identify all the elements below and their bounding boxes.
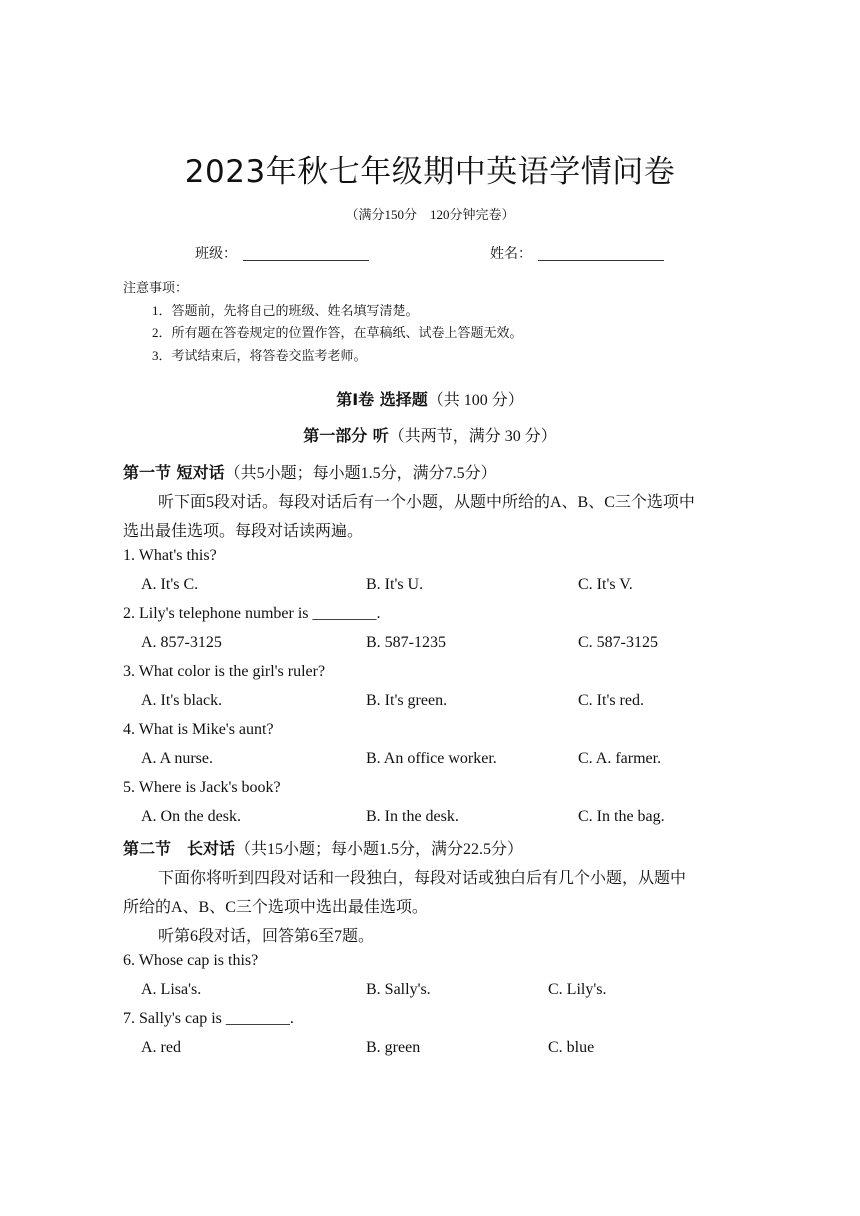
section2-instructions: 下面你将听到四段对话和一段独白，每段对话或独白后有几个小题，从题中: [158, 870, 687, 887]
class-blank: [243, 246, 369, 261]
section2-heading: [123, 836, 523, 859]
section1-heading-rest: （共5小题；每小题1.5分，满分7.5分）: [224, 465, 497, 482]
part-heading: [0, 423, 860, 446]
class-label: 班级：: [195, 247, 237, 262]
section2-instructions: 所给的A、B、C三个选项中选出最佳选项。: [123, 899, 428, 916]
part-heading-rest: （共两节，满分 30 分）: [388, 428, 557, 445]
question-text: 5. Where is Jack's book?: [123, 779, 281, 796]
name-blank: [538, 246, 664, 261]
class-field: [195, 243, 369, 263]
option-c: C. In the bag.: [578, 808, 665, 825]
option-a: A. 857-3125: [141, 634, 222, 651]
name-field: [490, 243, 664, 263]
page-subtitle: （满分150分 120分钟完卷）: [345, 207, 515, 222]
note-item: 2．所有题在答卷规定的位置作答，在草稿纸、试卷上答题无效。: [152, 325, 523, 340]
option-c: C. It's V.: [578, 576, 633, 593]
option-c: C. A. farmer.: [578, 750, 662, 767]
volume-heading: [0, 387, 860, 410]
question-text: 1. What's this?: [123, 547, 217, 564]
option-b: B. In the desk.: [366, 808, 459, 825]
volume-heading-rest: （共 100 分）: [427, 392, 524, 409]
option-c: C. Lily's.: [548, 981, 607, 998]
question-text: 6. Whose cap is this?: [123, 952, 259, 969]
notes-heading: 注意事项：: [123, 281, 189, 296]
option-b: B. green: [366, 1039, 421, 1056]
option-c: C. It's red.: [578, 692, 644, 709]
option-b: B. It's green.: [366, 692, 448, 709]
note-item: 1．答题前，先将自己的班级、姓名填写清楚。: [152, 303, 419, 318]
page-title: 2023年秋七年级期中英语学情问卷: [184, 154, 676, 190]
question-text: 7. Sally's cap is ________.: [123, 1010, 294, 1027]
option-a: A. Lisa's.: [141, 981, 202, 998]
option-b: B. An office worker.: [366, 750, 497, 767]
section1-instructions: 选出最佳选项。每段对话读两遍。: [123, 523, 364, 540]
name-label: 姓名：: [490, 247, 532, 262]
question-text: 3. What color is the girl's ruler?: [123, 663, 326, 680]
option-b: B. Sally's.: [366, 981, 431, 998]
option-a: A. A nurse.: [141, 750, 213, 767]
option-c: C. blue: [548, 1039, 595, 1056]
section2-instructions: 听第6段对话，回答第6至7题。: [158, 928, 375, 945]
section1-instructions: 听下面5段对话。每段对话后有一个小题，从题中所给的A、B、C三个选项中: [158, 494, 695, 511]
volume-heading-bold: 第Ⅰ卷 选择题: [336, 390, 428, 409]
option-a: A. red: [141, 1039, 181, 1056]
part-heading-bold: 第一部分 听: [303, 426, 389, 445]
option-a: A. On the desk.: [141, 808, 241, 825]
option-a: A. It's C.: [141, 576, 199, 593]
question-text: 4. What is Mike's aunt?: [123, 721, 274, 738]
question-text: 2. Lily's telephone number is ________.: [123, 605, 381, 622]
option-c: C. 587-3125: [578, 634, 658, 651]
note-item: 3．考试结束后，将答卷交监考老师。: [152, 348, 367, 363]
section1-heading-bold: 第一节 短对话: [123, 463, 225, 482]
section2-heading-bold: 第二节 长对话: [123, 839, 236, 858]
option-b: B. It's U.: [366, 576, 424, 593]
section1-heading: [123, 460, 497, 483]
section2-heading-rest: （共15小题；每小题1.5分，满分22.5分）: [235, 841, 524, 858]
option-b: B. 587-1235: [366, 634, 446, 651]
option-a: A. It's black.: [141, 692, 223, 709]
